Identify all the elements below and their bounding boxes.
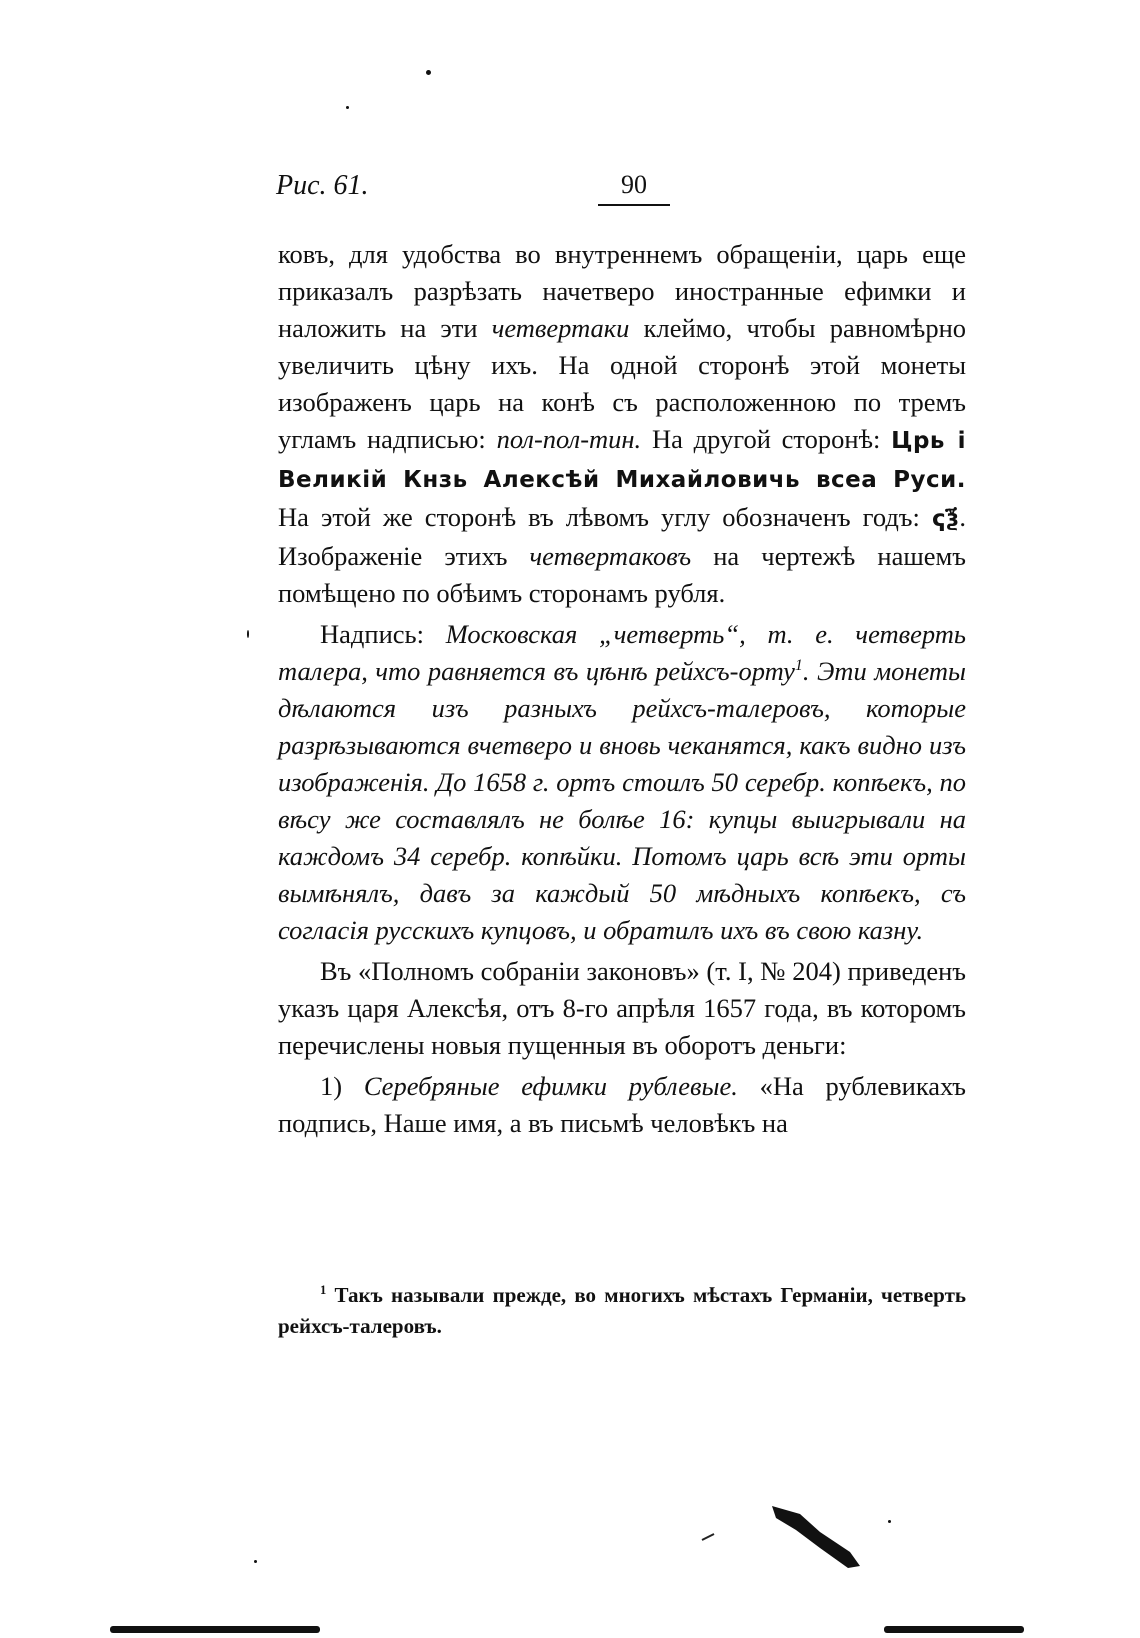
scan-speck [247, 630, 249, 638]
body-text [278, 236, 966, 1142]
scan-artifact [700, 1480, 900, 1580]
slavonic-year: ҁѯ҃ [931, 506, 960, 532]
italic-term: Серебряные ефимки рублевые. [363, 1071, 738, 1101]
scan-speck [346, 106, 349, 109]
figure-label: Рис. 61. [276, 170, 369, 201]
scan-edge [110, 1626, 320, 1633]
italic-inscription: пол-пол-тин. [496, 424, 642, 454]
italic-term: четвертаковъ [529, 541, 692, 571]
footnote-ref: 1 [794, 657, 803, 675]
scan-speck [254, 1560, 257, 1563]
italic-term: четвертаки [491, 313, 630, 343]
paragraph: ковъ, для удобства во внутреннемъ обращеніи, царь еще приказалъ разрѣзать начетверо иностранные ефимки и наложить на эти четвертаки клеймо, чтобы равномѣрно увеличить цѣну ихъ. На одной сторонѣ этой монеты изображенъ царь на конѣ съ расположенною по тремъ угламъ надписью: пол-пол-тин. На другой сторонѣ: Црь і Великій Кнзь Алексѣй Михайловичь всеа Руси. На этой же сторонѣ въ лѣвомъ углу обозначенъ годъ: ҁѯ҃. Изображеніе этихъ четвертаковъ на чертежѣ нашемъ помѣщено по обѣимъ сторонамъ рубля. [278, 239, 966, 608]
scan-edge [884, 1626, 1024, 1633]
scan-speck [426, 70, 431, 75]
page-number: 90 [598, 170, 670, 206]
paragraph: Надпись: Московская „четверть“, т. е. четверть талера, что равняется въ цѣнѣ рейхсъ-орту$^1$. Эти монеты дѣлаются изъ разныхъ рейхсъ-талеровъ, которые разрѣзываются вчетверо и вновь чеканятся, какъ видно изъ изображенія. До 1658 г. ортъ стоилъ 50 серебр. копѣекъ, по вѣсу же составлялъ не болѣе 16: купцы выигрывали на каждомъ 34 серебр. копѣйки. Потомъ царь всѣ эти орты вымѣнялъ, давъ за каждый 50 мѣдныхъ копѣекъ, съ согласія русскихъ купцовъ, и обратилъ ихъ въ свою казну. [278, 619, 967, 945]
slavonic-inscription: Црь і Великій Кнзь Алексѣй Михайловичь всеа Руси. [278, 428, 966, 493]
footnote: $^1$ Такъ называли прежде, во многихъ мѣстахъ Германіи, четверть рейхсъ-талеровъ. [278, 1283, 966, 1338]
italic-quotation: Московская „четверть“, т. е. четверть талера, что равняется въ цѣнѣ рейхсъ-орту$^1$. Эти монеты дѣлаются изъ разныхъ рейхсъ-талеровъ, которые разрѣзываются вчетверо и вновь чеканятся, какъ видно изъ изображенія. До 1658 г. ортъ стоилъ 50 серебр. копѣекъ, по вѣсу же составлялъ не болѣе 16: купцы выигрывали на каждомъ 34 серебр. копѣйки. Потомъ царь всѣ эти орты вымѣнялъ, давъ за каждый 50 мѣдныхъ копѣекъ, съ согласія русскихъ купцовъ, и обратилъ ихъ въ свою казну. [278, 619, 967, 945]
paragraph: Въ «Полномъ собраніи законовъ» (т. I, № 204) приведенъ указъ царя Алексѣя, отъ 8-го апрѣля 1657 года, въ которомъ перечислены новыя пущенныя въ оборотъ деньги: [278, 956, 966, 1060]
page-header [276, 170, 966, 210]
paragraph: 1) Серебряные ефимки рублевые. «На рублевикахъ подпись, Наше имя, а въ письмѣ человѣкъ на [278, 1071, 966, 1138]
footnote-marker: 1 [320, 1283, 327, 1297]
